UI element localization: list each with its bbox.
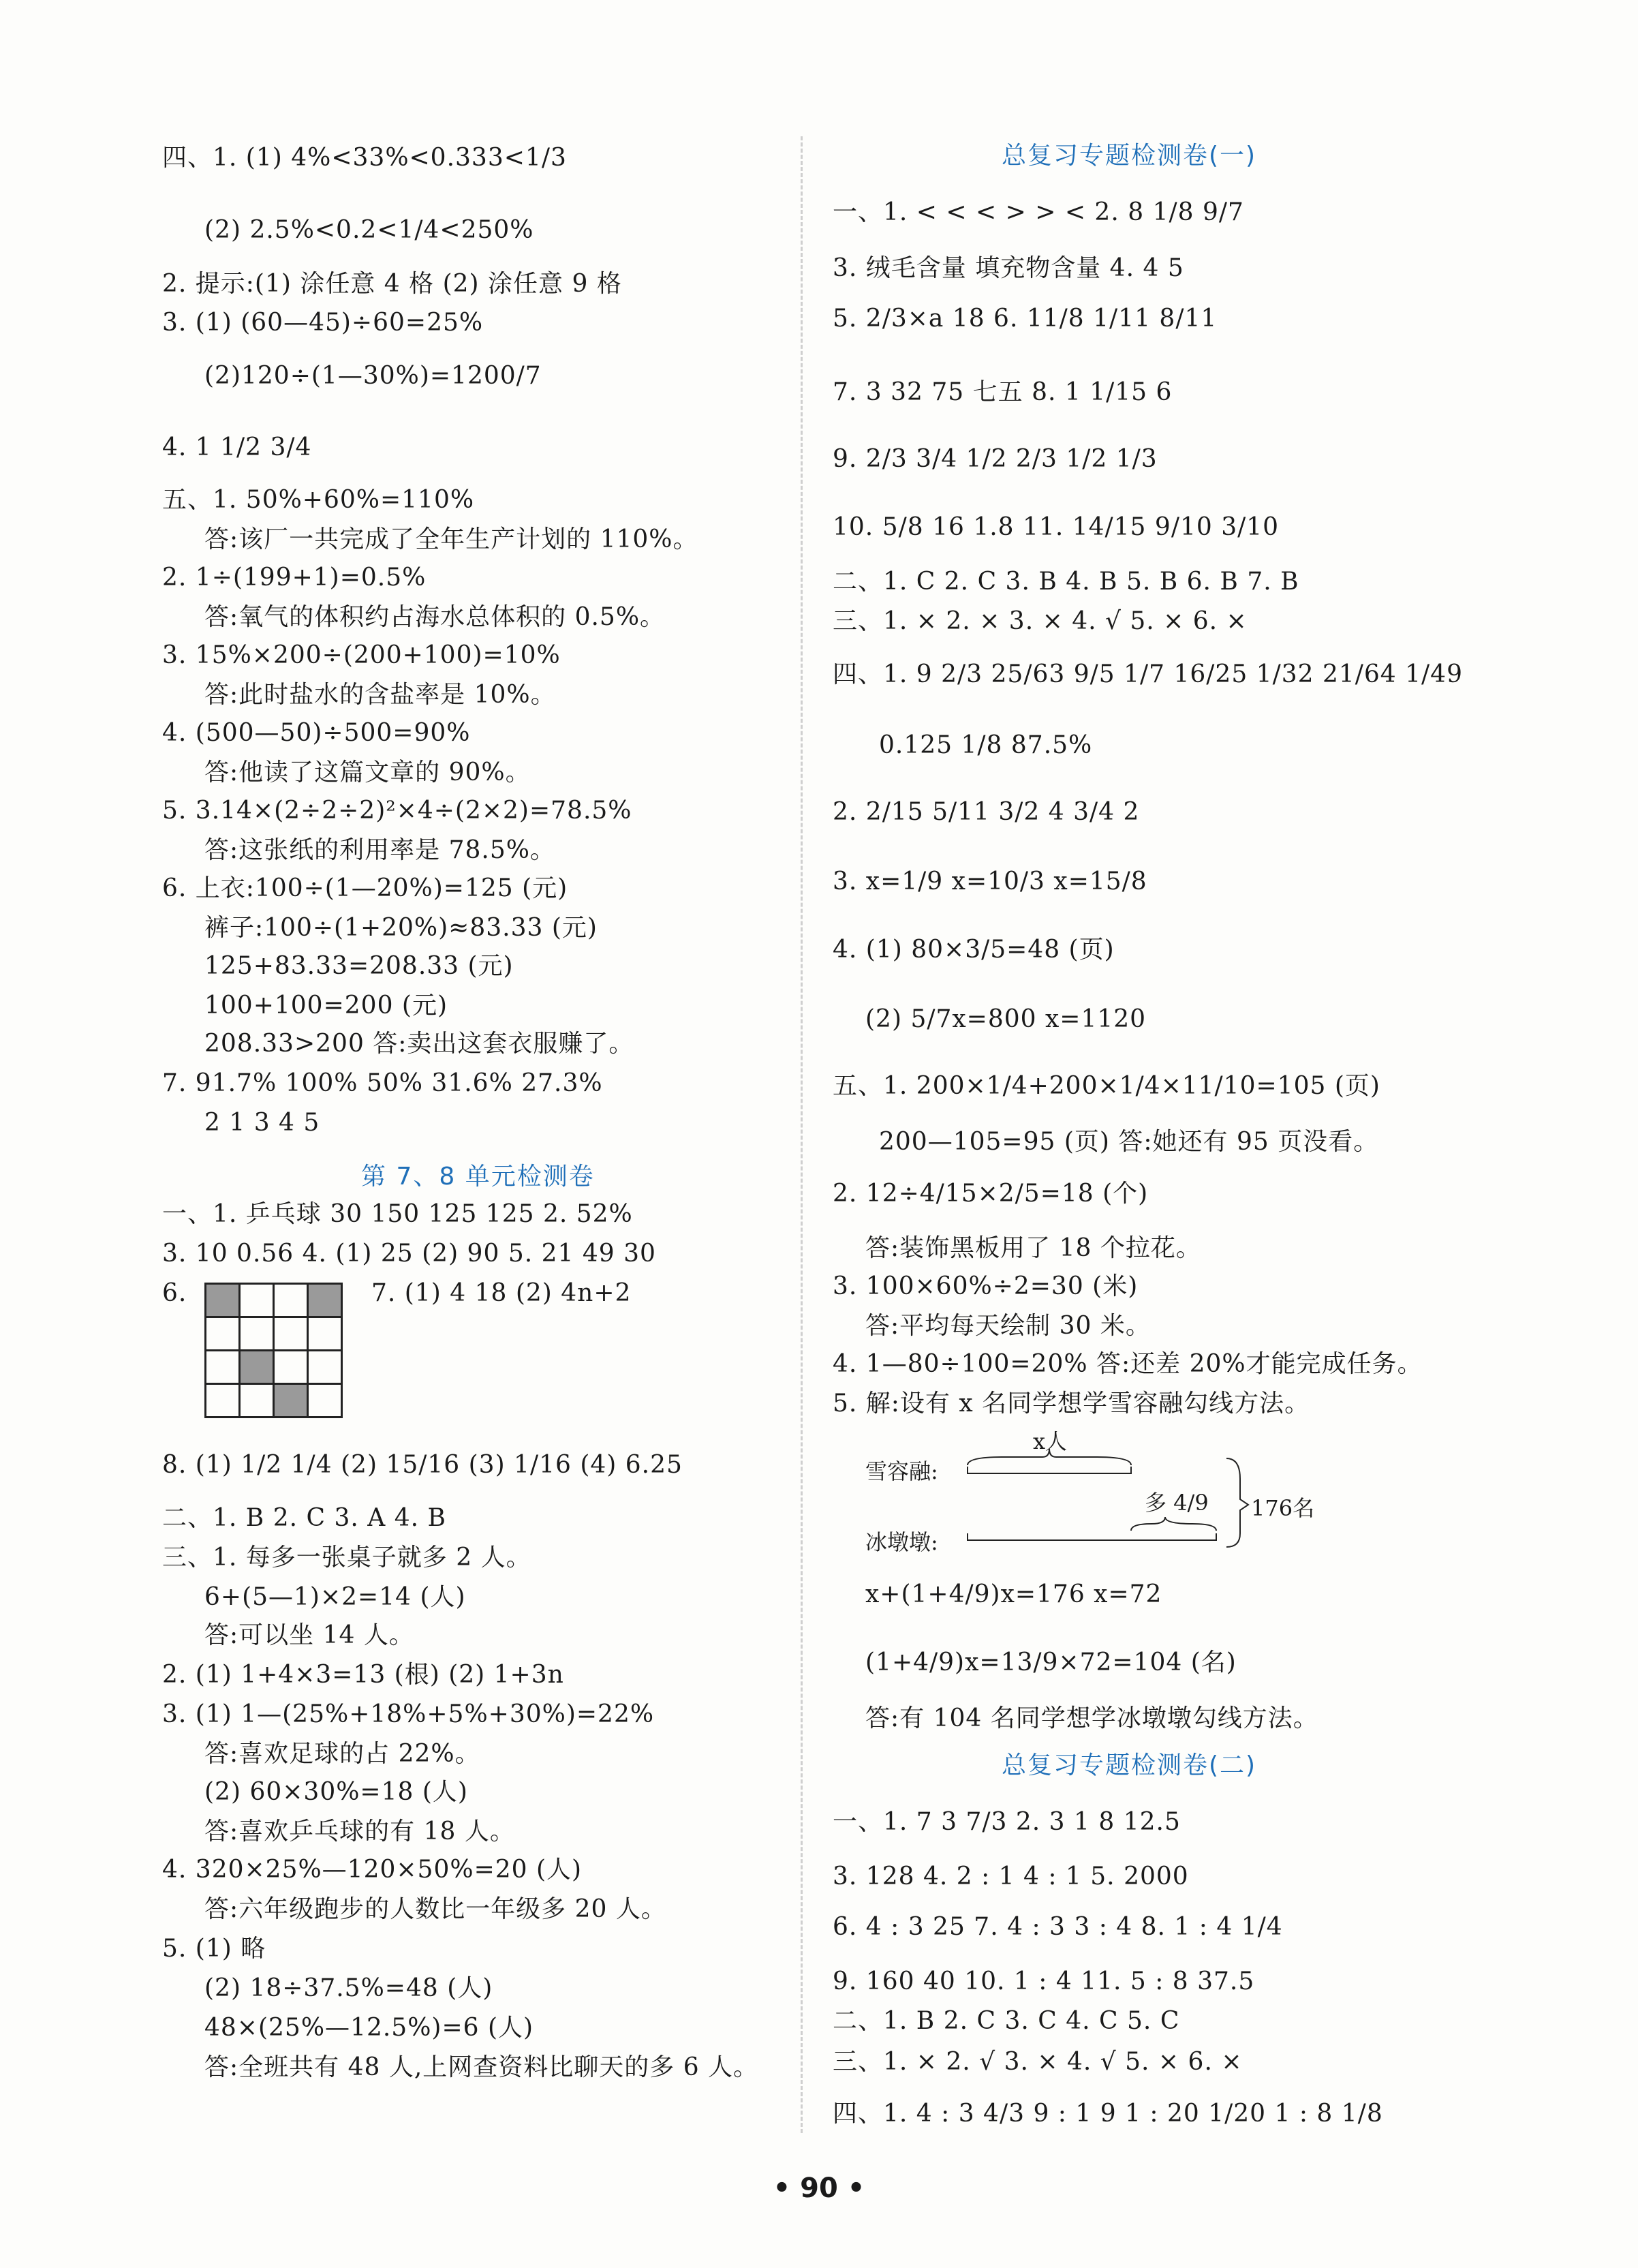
left-column-line: 一、1. 乒乓球 30 150 125 125 2. 52% bbox=[162, 1200, 633, 1228]
right-column-line: 三、1. × 2. × 3. × 4. √ 5. × 6. × bbox=[833, 607, 1248, 635]
left-column-line: 3. (1) (60—45)÷60=25% bbox=[162, 309, 484, 337]
label-xuerongrong: 雪容融: bbox=[865, 1458, 938, 1484]
left-column-line: 6. 上衣:100÷(1—20%)=125 (元) bbox=[162, 874, 568, 902]
page-number: • 90 • bbox=[773, 2173, 865, 2204]
left-column-line: 125+83.33=208.33 (元) bbox=[204, 952, 514, 980]
left-column-line: 三、1. 每多一张桌子就多 2 人。 bbox=[162, 1544, 531, 1572]
shaded-grid-figure bbox=[204, 1283, 343, 1418]
left-column-line: 答:全班共有 48 人,上网查资料比聊天的多 6 人。 bbox=[204, 2053, 759, 2081]
column-divider bbox=[801, 136, 803, 2133]
left-column-line: (2) 60×30%=18 (人) bbox=[204, 1778, 468, 1806]
shaded-cell bbox=[206, 1284, 240, 1317]
grid-cell bbox=[308, 1351, 342, 1384]
left-column-line: 4. 320×25%—120×50%=20 (人) bbox=[162, 1856, 583, 1884]
right-column-line: 答:装饰黑板用了 18 个拉花。 bbox=[865, 1234, 1201, 1262]
label-176: 176名 bbox=[1251, 1495, 1315, 1521]
right-column-line: 一、1. 7 3 7/3 2. 3 1 8 12.5 bbox=[833, 1808, 1181, 1836]
section-title-review-1: 总复习专题检测卷(一) bbox=[1002, 142, 1257, 170]
left-column-line: 答:此时盐水的含盐率是 10%。 bbox=[204, 681, 556, 709]
left-column-line: 2 1 3 4 5 bbox=[204, 1109, 320, 1137]
left-column-line: 裤子:100÷(1+20%)≈83.33 (元) bbox=[204, 914, 598, 942]
right-column-line: 3. x=1/9 x=10/3 x=15/8 bbox=[833, 868, 1147, 895]
label-bingdundun: 冰墩墩: bbox=[865, 1529, 938, 1555]
right-column-line: 4. 1—80÷100=20% 答:还差 20%才能完成任务。 bbox=[833, 1350, 1423, 1378]
left-column-line: 3. (1) 1—(25%+18%+5%+30%)=22% bbox=[162, 1700, 655, 1728]
right-column-line: 答:平均每天绘制 30 米。 bbox=[865, 1312, 1151, 1340]
left-column-line: 答:氧气的体积约占海水总体积的 0.5%。 bbox=[204, 603, 666, 631]
left-column-line: (2)120÷(1—30%)=1200/7 bbox=[204, 362, 542, 390]
grid-cell bbox=[240, 1317, 274, 1351]
right-column-line: 四、1. 9 2/3 25/63 9/5 1/7 16/25 1/32 21/64 1/49 bbox=[833, 660, 1463, 688]
grid-cell bbox=[206, 1384, 240, 1418]
right-column-line: (2) 5/7x=800 x=1120 bbox=[865, 1005, 1147, 1033]
left-column-line: 2. 提示:(1) 涂任意 4 格 (2) 涂任意 9 格 bbox=[162, 270, 622, 298]
left-column-line: 2. (1) 1+4×3=13 (根) (2) 1+3n bbox=[162, 1661, 564, 1689]
left-column-line: 48×(25%—12.5%)=6 (人) bbox=[204, 2014, 534, 2042]
right-column-line: 3. 绒毛含量 填充物含量 4. 4 5 bbox=[833, 254, 1184, 282]
right-column-line: 二、1. B 2. C 3. C 4. C 5. C bbox=[833, 2007, 1180, 2035]
left-column-line: 答:他读了这篇文章的 90%。 bbox=[204, 758, 531, 786]
right-column-line: 2. 2/15 5/11 3/2 4 3/4 2 bbox=[833, 798, 1140, 826]
right-column-line: 10. 5/8 16 1.8 11. 14/15 9/10 3/10 bbox=[833, 513, 1280, 541]
right-column-line: 三、1. × 2. √ 3. × 4. √ 5. × 6. × bbox=[833, 2048, 1243, 2076]
right-column-line: 一、1. < < < > > < 2. 8 1/8 9/7 bbox=[833, 198, 1244, 226]
right-column-line: (1+4/9)x=13/9×72=104 (名) bbox=[865, 1649, 1237, 1676]
left-column-line: (2) 2.5%<0.2<1/4<250% bbox=[204, 216, 534, 244]
section-title-units-7-8: 第 7、8 单元检测卷 bbox=[361, 1163, 595, 1191]
grid-cell bbox=[240, 1384, 274, 1418]
grid-cell bbox=[206, 1351, 240, 1384]
left-column-line: 4. (500—50)÷500=90% bbox=[162, 719, 471, 747]
left-column-line: 6. bbox=[162, 1279, 187, 1307]
grid-cell bbox=[240, 1284, 274, 1317]
left-column-line: 答:这张纸的利用率是 78.5%。 bbox=[204, 836, 555, 864]
right-column-line: 五、1. 200×1/4+200×1/4×11/10=105 (页) bbox=[833, 1072, 1380, 1100]
left-column-line: 2. 1÷(199+1)=0.5% bbox=[162, 564, 427, 592]
shaded-cell bbox=[274, 1384, 308, 1418]
right-column-line: 二、1. C 2. C 3. B 4. B 5. B 6. B 7. B bbox=[833, 568, 1299, 596]
right-column-line: 6. 4 : 3 25 7. 4 : 3 3 : 4 8. 1 : 4 1/4 bbox=[833, 1913, 1283, 1941]
left-column-line: 208.33>200 答:卖出这套衣服赚了。 bbox=[204, 1030, 634, 1058]
right-column-line: x+(1+4/9)x=176 x=72 bbox=[865, 1580, 1162, 1608]
left-column-line: 3. 15%×200÷(200+100)=10% bbox=[162, 641, 561, 669]
grid-cell bbox=[274, 1317, 308, 1351]
right-column-line: 5. 2/3×a 18 6. 11/8 1/11 8/11 bbox=[833, 305, 1218, 333]
grid-cell bbox=[274, 1351, 308, 1384]
right-column-line: 0.125 1/8 87.5% bbox=[879, 731, 1093, 759]
left-column-line: 5. (1) 略 bbox=[162, 1935, 266, 1963]
shaded-cell bbox=[240, 1351, 274, 1384]
left-column-line: 四、1. (1) 4%<33%<0.333<1/3 bbox=[162, 144, 567, 172]
right-column-line: 9. 160 40 10. 1 : 4 11. 5 : 8 37.5 bbox=[833, 1967, 1255, 1995]
right-column-line: 答:有 104 名同学想学冰墩墩勾线方法。 bbox=[865, 1704, 1318, 1732]
left-column-line: 答:喜欢足球的占 22%。 bbox=[204, 1740, 480, 1768]
grid-cell bbox=[206, 1317, 240, 1351]
left-column-line: 答:喜欢乒乓球的有 18 人。 bbox=[204, 1818, 515, 1845]
grid-cell bbox=[308, 1317, 342, 1351]
left-column-line: 答:可以坐 14 人。 bbox=[204, 1621, 414, 1649]
right-column-line: 7. 3 32 75 七五 8. 1 1/15 6 bbox=[833, 378, 1173, 406]
shaded-cell bbox=[308, 1284, 342, 1317]
left-column-line: 6+(5—1)×2=14 (人) bbox=[204, 1583, 466, 1611]
left-column-line: 答:该厂一共完成了全年生产计划的 110%。 bbox=[204, 525, 698, 553]
label-x-people: x人 bbox=[1033, 1428, 1068, 1454]
left-column-line: 二、1. B 2. C 3. A 4. B bbox=[162, 1504, 446, 1532]
left-column-line: 7. (1) 4 18 (2) 4n+2 bbox=[371, 1279, 632, 1307]
left-column-line: 8. (1) 1/2 1/4 (2) 15/16 (3) 1/16 (4) 6.25 bbox=[162, 1451, 683, 1479]
right-column-line: 3. 128 4. 2 : 1 4 : 1 5. 2000 bbox=[833, 1863, 1189, 1890]
right-column-line: 四、1. 4 : 3 4/3 9 : 1 9 1 : 20 1/20 1 : 8 1/8 bbox=[833, 2100, 1383, 2128]
left-column-line: (2) 18÷37.5%=48 (人) bbox=[204, 1974, 493, 2002]
right-column-line: 5. 解:设有 x 名同学想学雪容融勾线方法。 bbox=[833, 1390, 1310, 1418]
left-column-line: 答:六年级跑步的人数比一年级多 20 人。 bbox=[204, 1895, 666, 1923]
left-column-line: 100+100=200 (元) bbox=[204, 992, 448, 1020]
left-column-line: 7. 91.7% 100% 50% 31.6% 27.3% bbox=[162, 1069, 603, 1097]
left-column-line: 3. 10 0.56 4. (1) 25 (2) 90 5. 21 49 30 bbox=[162, 1240, 656, 1268]
right-column-line: 200—105=95 (页) 答:她还有 95 页没看。 bbox=[879, 1128, 1379, 1156]
right-column-line: 9. 2/3 3/4 1/2 2/3 1/2 1/3 bbox=[833, 445, 1158, 473]
line-segment-diagram bbox=[865, 1424, 1315, 1561]
left-column-line: 五、1. 50%+60%=110% bbox=[162, 486, 475, 514]
left-column-line: 5. 3.14×(2÷2÷2)²×4÷(2×2)=78.5% bbox=[162, 797, 632, 825]
right-column-line: 4. (1) 80×3/5=48 (页) bbox=[833, 936, 1115, 964]
section-title-review-2: 总复习专题检测卷(二) bbox=[1002, 1751, 1257, 1779]
right-column-line: 2. 12÷4/15×2/5=18 (个) bbox=[833, 1180, 1149, 1208]
grid-cell bbox=[274, 1284, 308, 1317]
grid-cell bbox=[308, 1384, 342, 1418]
left-column-line: 4. 1 1/2 3/4 bbox=[162, 433, 312, 461]
right-column-line: 3. 100×60%÷2=30 (米) bbox=[833, 1272, 1139, 1300]
label-more-4-9: 多 4/9 bbox=[1145, 1490, 1209, 1516]
